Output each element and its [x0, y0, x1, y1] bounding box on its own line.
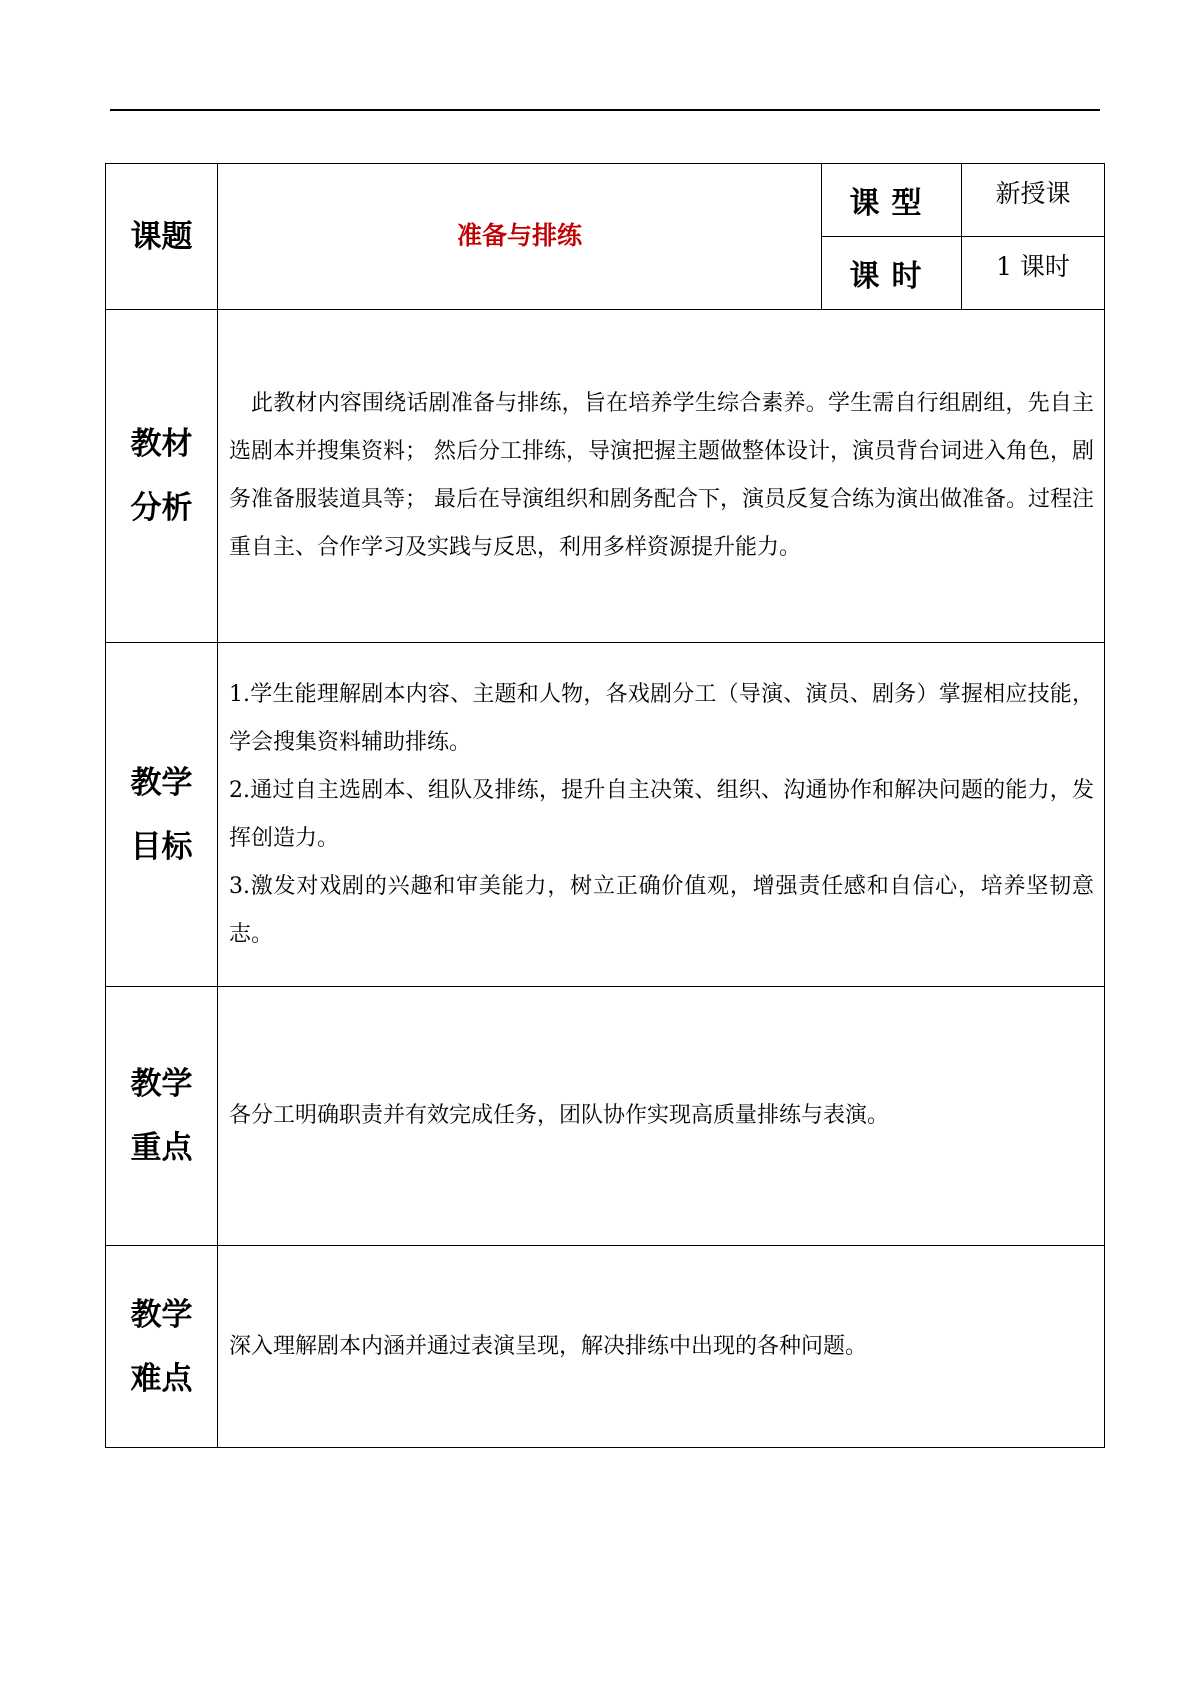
- goals-content: [218, 643, 1105, 987]
- difficulty-label-line-2: 难点: [130, 1360, 193, 1397]
- focus-text: 各分工明确职责并有效完成任务，团队协作实现高质量排练与表演。: [229, 1103, 890, 1128]
- analysis-label-line-1: 教材: [130, 426, 193, 462]
- topic-label: [106, 164, 218, 310]
- difficulty-label-line-1: 教学: [130, 1296, 193, 1333]
- difficulty-text: 深入理解剧本内涵并通过表演呈现，解决排练中出现的各种问题。: [229, 1333, 868, 1359]
- difficulty-row: [106, 1246, 1105, 1448]
- difficulty-label: [106, 1246, 218, 1448]
- goal-item-3: 3.激发对戏剧的兴趣和审美能力，树立正确价值观，增强责任感和自信心，培养坚韧意志。: [229, 873, 1094, 947]
- goal-item-2: 2.通过自主选剧本、组队及排练，提升自主决策、组织、沟通协作和解决问题的能力，发挥创造力。: [229, 777, 1094, 851]
- focus-row: [106, 987, 1105, 1246]
- topic-row: [106, 164, 1105, 237]
- analysis-label: [106, 310, 218, 643]
- goals-label: [106, 643, 218, 987]
- header-rule: [110, 109, 1100, 111]
- analysis-label-line-2: 分析: [130, 490, 193, 526]
- lesson-type-value: 新授课: [962, 164, 1105, 237]
- goals-label-line-2: 目标: [130, 828, 193, 865]
- lesson-hours-label: 课时: [822, 237, 962, 310]
- analysis-content: [218, 310, 1105, 643]
- difficulty-content: [218, 1246, 1105, 1448]
- lesson-hours-value: 1 课时: [962, 237, 1105, 310]
- topic-title: 准备与排练: [218, 164, 822, 310]
- goals-row: [106, 643, 1105, 987]
- lesson-plan-table: [105, 163, 1105, 1448]
- analysis-text: 此教材内容围绕话剧准备与排练，旨在培养学生综合素养。学生需自行组剧组，先自主选剧本并搜集资料； 然后分工排练，导演把握主题做整体设计，演员背台词进入角色，剧务准备服装道具等； 最后在导演组织和剧务配合下，演员反复合练为演出做准备。过程注重自主、合作学习及实践与反思，利用多样资源提升能力。: [229, 391, 1094, 560]
- goal-item-1: 1.学生能理解剧本内容、主题和人物，各戏剧分工（导演、演员、剧务）掌握相应技能，学会搜集资料辅助排练。: [229, 681, 1094, 755]
- focus-label-line-2: 重点: [130, 1130, 193, 1166]
- analysis-row: [106, 310, 1105, 643]
- lesson-type-label: 课型: [822, 164, 962, 237]
- focus-label-line-1: 教学: [130, 1066, 193, 1102]
- goals-label-line-1: 教学: [130, 764, 193, 801]
- focus-label: [106, 987, 218, 1246]
- topic-label-text: 课题: [130, 218, 193, 255]
- focus-content: [218, 987, 1105, 1246]
